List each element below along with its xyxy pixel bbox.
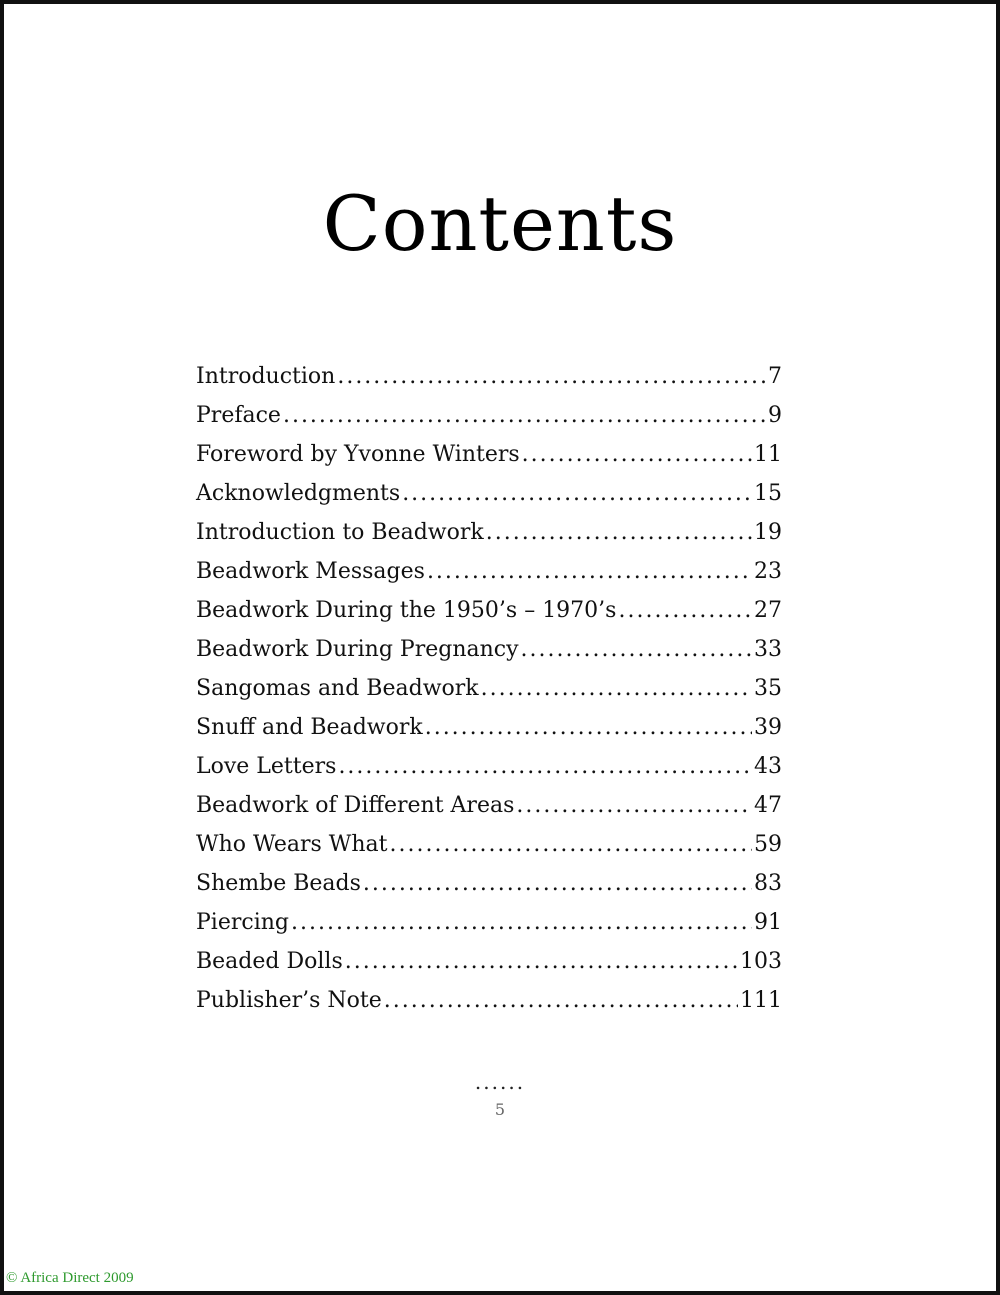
toc-entry-title: Sangomas and Beadwork bbox=[196, 676, 479, 701]
toc-entry-page: 27 bbox=[754, 598, 782, 623]
toc-entry-page: 39 bbox=[754, 715, 782, 740]
toc-entry-page: 103 bbox=[740, 949, 782, 974]
page-number: 5 bbox=[494, 1100, 506, 1119]
toc-entry bbox=[196, 793, 782, 832]
toc-entry-title: Who Wears What bbox=[196, 832, 388, 857]
toc-dot-leader bbox=[522, 442, 752, 467]
toc-dot-leader bbox=[618, 598, 752, 623]
toc-entry-title: Beadwork of Different Areas bbox=[196, 793, 515, 818]
toc-entry bbox=[196, 637, 782, 676]
toc-entry-title: Introduction bbox=[196, 364, 336, 389]
toc-entry-title: Beadwork During Pregnancy bbox=[196, 637, 519, 662]
toc-dot-leader bbox=[291, 910, 752, 935]
toc-entry bbox=[196, 871, 782, 910]
toc-entry-page: 33 bbox=[754, 637, 782, 662]
toc-entry-page: 91 bbox=[754, 910, 782, 935]
toc-entry bbox=[196, 481, 782, 520]
toc-dot-leader bbox=[337, 364, 766, 389]
toc-entry bbox=[196, 715, 782, 754]
copyright-watermark: © Africa Direct 2009 bbox=[6, 1270, 134, 1286]
toc-entry-title: Foreword by Yvonne Winters bbox=[196, 442, 520, 467]
toc-entry-page: 19 bbox=[754, 520, 782, 545]
toc-entry bbox=[196, 988, 782, 1027]
toc-entry-title: Piercing bbox=[196, 910, 289, 935]
toc-entry bbox=[196, 832, 782, 871]
toc-entry-title: Beaded Dolls bbox=[196, 949, 343, 974]
toc-entry-title: Beadwork Messages bbox=[196, 559, 425, 584]
toc-entry-page: 43 bbox=[754, 754, 782, 779]
toc-entry-title: Snuff and Beadwork bbox=[196, 715, 423, 740]
toc-entry bbox=[196, 442, 782, 481]
toc-entry-title: Preface bbox=[196, 403, 281, 428]
toc-entry-page: 111 bbox=[740, 988, 782, 1013]
toc-dot-leader bbox=[390, 832, 752, 857]
toc-entry-page: 83 bbox=[754, 871, 782, 896]
toc-entry-title: Shembe Beads bbox=[196, 871, 361, 896]
toc-entry-title: Publisher’s Note bbox=[196, 988, 382, 1013]
toc-entry-page: 47 bbox=[754, 793, 782, 818]
toc-entry-page: 23 bbox=[754, 559, 782, 584]
toc-dot-leader bbox=[481, 676, 752, 701]
toc-entry-title: Beadwork During the 1950’s – 1970’s bbox=[196, 598, 617, 623]
toc-entry-title: Acknowledgments bbox=[196, 481, 401, 506]
toc-dot-leader bbox=[521, 637, 752, 662]
table-of-contents bbox=[196, 364, 782, 1027]
toc-dot-leader bbox=[425, 715, 752, 740]
toc-dot-leader bbox=[427, 559, 752, 584]
toc-dot-leader bbox=[384, 988, 738, 1013]
toc-entry bbox=[196, 676, 782, 715]
toc-entry bbox=[196, 520, 782, 559]
toc-entry-page: 11 bbox=[754, 442, 782, 467]
page-title: Contents bbox=[322, 179, 678, 268]
toc-dot-leader bbox=[516, 793, 752, 818]
toc-entry-page: 9 bbox=[768, 403, 782, 428]
toc-dot-leader bbox=[283, 403, 766, 428]
toc-entry bbox=[196, 598, 782, 637]
toc-entry bbox=[196, 403, 782, 442]
toc-entry-page: 15 bbox=[754, 481, 782, 506]
toc-entry bbox=[196, 910, 782, 949]
toc-entry-page: 35 bbox=[754, 676, 782, 701]
toc-entry bbox=[196, 559, 782, 598]
toc-entry bbox=[196, 754, 782, 793]
toc-entry bbox=[196, 364, 782, 403]
toc-dot-leader bbox=[338, 754, 752, 779]
toc-entry-page: 59 bbox=[754, 832, 782, 857]
toc-dot-leader bbox=[363, 871, 752, 896]
toc-entry-page: 7 bbox=[768, 364, 782, 389]
toc-entry bbox=[196, 949, 782, 988]
toc-dot-leader bbox=[345, 949, 738, 974]
toc-dot-leader bbox=[402, 481, 752, 506]
toc-dot-leader bbox=[486, 520, 752, 545]
toc-entry-title: Introduction to Beadwork bbox=[196, 520, 484, 545]
ornament-separator: ...... bbox=[474, 1070, 526, 1094]
toc-entry-title: Love Letters bbox=[196, 754, 337, 779]
